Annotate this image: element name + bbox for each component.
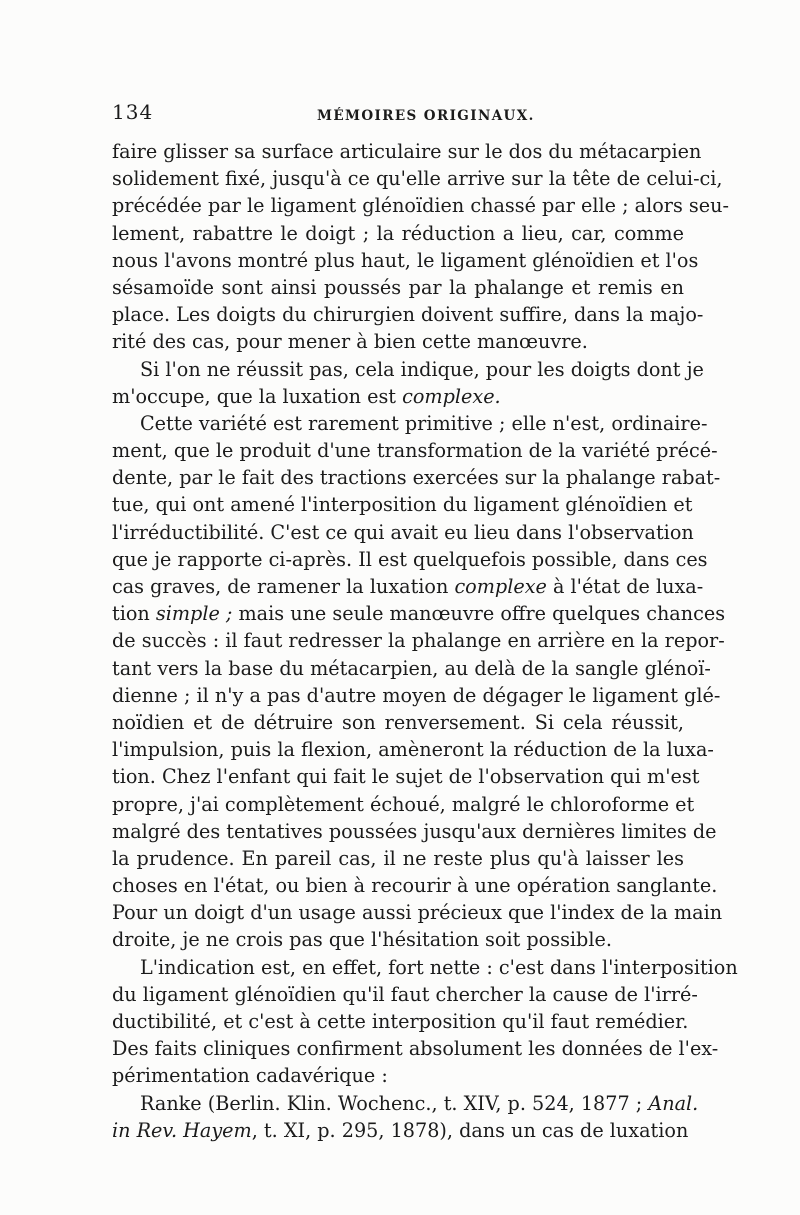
text-line: nous l'avons montré plus haut, le ligament glénoïdien et l'os [112, 248, 699, 272]
text-line [112, 573, 704, 600]
text-line: ment, que le produit d'une transformation de la variété précé- [112, 439, 718, 463]
text-line: tion. Chez l'enfant qui fait le sujet de l'observation qui m'est [112, 765, 700, 789]
italic-term-anal: Anal. [648, 1091, 699, 1115]
text-line: du ligament glénoïdien qu'il faut chercher la cause de l'irré- [112, 982, 698, 1006]
text-line: Si l'on ne réussit pas, cela indique, pour les doigts dont je [140, 357, 704, 381]
text-run: tion [112, 602, 156, 626]
text-run: m'occupe, que la luxation est [112, 384, 403, 408]
text-line: Pour un doigt d'un usage aussi précieux que l'index de la main [112, 901, 723, 925]
text-run: Ranke (Berlin. Klin. Wochenc., t. XIV, p. 524, 1877 ; [140, 1091, 649, 1115]
text-line: Cette variété est rarement primitive ; elle n'est, ordinaire- [140, 411, 708, 435]
body-text [112, 138, 738, 1144]
text-line: tue, qui ont amené l'interposition du ligament glénoïdien et [112, 493, 693, 517]
text-line: périmentation cadavérique : [112, 1064, 388, 1088]
text-line: faire glisser sa surface articulaire sur le dos du métacarpien [112, 140, 702, 163]
text-line: propre, j'ai complètement échoué, malgré le chloroforme et [112, 792, 695, 816]
text-run: , t. XI, p. 295, 1878), dans un cas de luxation [251, 1118, 689, 1142]
text-line: de succès : il faut redresser la phalange en arrière en la repor- [112, 629, 725, 653]
text-line: que je rapporte ci-après. Il est quelquefois possible, dans ces [112, 547, 708, 571]
text-line: solidement fixé, jusqu'à ce qu'elle arrive sur la tête de celui-ci, [112, 167, 723, 191]
text-line: droite, je ne crois pas que l'hésitation soit possible. [112, 928, 612, 952]
text-line: ductibilité, et c'est à cette interposition qu'il faut remédier. [112, 1010, 689, 1033]
text-line: l'irréductibilité. C'est ce qui avait eu lieu dans l'observation [112, 520, 694, 544]
page-number: 134 [112, 100, 154, 124]
text-line [112, 383, 684, 410]
text-line: rité des cas, pour mener à bien cette manœuvre. [112, 330, 588, 354]
text-line: lement, rabattre le doigt ; la réduction a lieu, car, comme [112, 221, 684, 245]
text-line [112, 1117, 689, 1144]
text-line: malgré des tentatives poussées jusqu'aux dernières limites de [112, 819, 717, 843]
text-line [112, 1090, 699, 1117]
text-line: l'impulsion, puis la flexion, amèneront la réduction de la luxa- [112, 738, 714, 762]
text-line: la prudence. En pareil cas, il ne reste plus qu'à laisser les [112, 846, 684, 870]
text-line: dienne ; il n'y a pas d'autre moyen de dégager le ligament glé- [112, 683, 721, 707]
text-line: sésamoïde sont ainsi poussés par la phalange et remis en [112, 275, 684, 299]
text-run: cas graves, de ramener la luxation [112, 575, 455, 598]
running-head: MÉMOIRES ORIGINAUX. [317, 108, 535, 124]
italic-term-rev-hayem: Rev. Hayem [136, 1118, 252, 1142]
text-line: choses en l'état, ou bien à recourir à une opération sanglante. [112, 874, 718, 898]
text-line: noïdien et de détruire son renversement. Si cela réussit, [112, 710, 684, 734]
text-line [112, 600, 726, 627]
italic-term-simple: simple ; [155, 602, 233, 626]
italic-term-in: in [112, 1118, 137, 1142]
text-line: précédée par le ligament glénoïdien chassé par elle ; alors seu- [112, 194, 729, 218]
text-line: tant vers la base du métacarpien, au delà de la sangle glénoï- [112, 656, 711, 680]
text-run: à l'état de luxa- [546, 575, 704, 598]
page-header [112, 100, 692, 130]
text-line: place. Les doigts du chirurgien doivent suffire, dans la majo- [112, 303, 704, 327]
text-line: dente, par le fait des tractions exercées sur la phalange rabat- [112, 466, 721, 490]
text-line: L'indication est, en effet, fort nette : c'est dans l'interposition [140, 955, 738, 979]
italic-term-complexe: complexe. [402, 384, 501, 408]
text-run: mais une seule manœuvre offre quelques chances [232, 602, 726, 626]
text-line: Des faits cliniques confirment absolument les données de l'ex- [112, 1037, 719, 1061]
italic-term-complexe: complexe [454, 575, 547, 598]
